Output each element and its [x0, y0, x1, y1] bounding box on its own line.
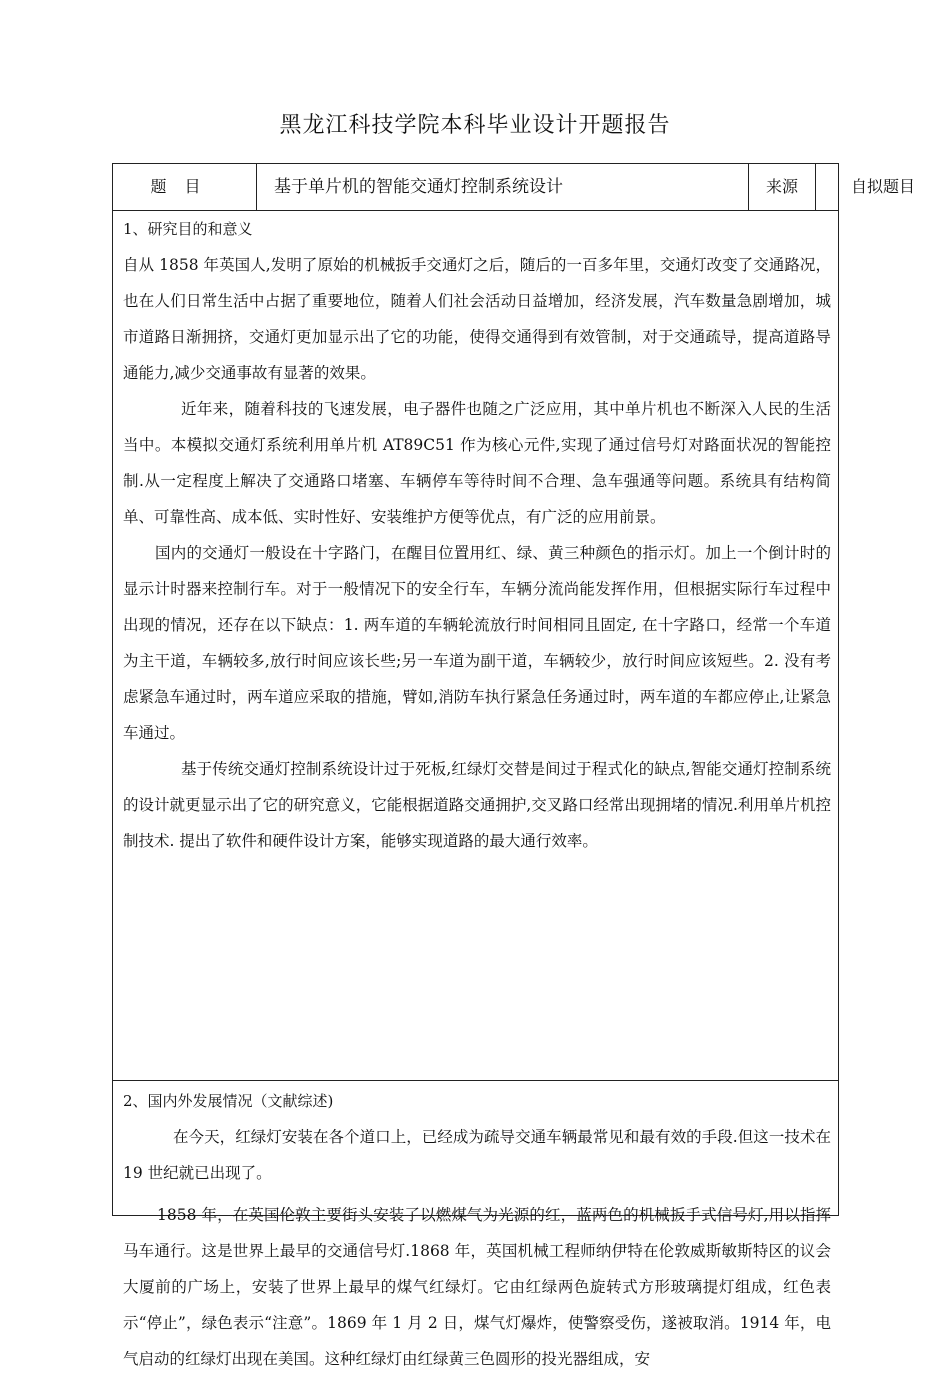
- topic-value: 基于单片机的智能交通灯控制系统设计: [257, 164, 749, 210]
- section1-paragraph: 国内的交通灯一般设在十字路门，在醒目位置用红、绿、黄三种颜色的指示灯。加上一个倒计时的显示计时器来控制行车。对于一般情况下的安全行车，车辆分流尚能发挥作用，但根据实际行车过程中出现的情况，还存在以下缺点：1. 两车道的车辆轮流放行时间相同且固定, 在十字路口，经常一个车道为主干道，车辆较多,放行时间应该长些;另一车道为副干道，车辆较少，放行时间应该短些。2. 没有考虑紧急车通过时，两车道应采取的措施，臂如,消防车执行紧急任务通过时，两车道的车都应停止,让紧急车通过。: [123, 544, 831, 742]
- report-table: [112, 163, 915, 1368]
- section1-paragraph: 基于传统交通灯控制系统设计过于死板,红绿灯交替是间过于程式化的缺点,智能交通灯控制系统的设计就更显示出了它的研究意义，它能根据道路交通拥护,交叉路口经常出现拥堵的情况.利用单片机控制技术. 提出了软件和硬件设计方案，能够实现道路的最大通行效率。: [123, 760, 831, 850]
- section-purpose: [113, 210, 838, 1081]
- section1-paragraph: 自从 1858 年英国人,发明了原始的机械扳手交通灯之后，随后的一百多年里，交通灯改变了交通路况，也在人们日常生活中占据了重要地位，随着人们社会活动日益增加，经济发展，汽车数量急剧增加，城市道路日渐拥挤，交通灯更加显示出了它的功能，使得交通得到有效管制，对于交通疏导，提高道路导通能力,减少交通事故有显著的效果。: [123, 256, 831, 382]
- source-label: 来源: [749, 164, 816, 210]
- section2-heading: 2、国内外发展情况（文献综述): [123, 1092, 334, 1110]
- section1-heading: 1、研究目的和意义: [123, 220, 253, 238]
- header-row: [113, 164, 915, 211]
- section1-paragraph: 近年来，随着科技的飞速发展，电子器件也随之广泛应用，其中单片机也不断深入人民的生活当中。本模拟交通灯系统利用单片机 AT89C51 作为核心元件,实现了通过信号灯对路面状况的智能控制.从一定程度上解决了交通路口堵塞、车辆停车等待时间不合理、急车强通等问题。系统具有结构简单、可靠性高、成本低、实时性好、安装维护方便等优点，有广泛的应用前景。: [123, 400, 831, 526]
- document-title: 黑龙江科技学院本科毕业设计开题报告: [279, 113, 671, 138]
- topic-label: 题目: [113, 164, 257, 210]
- section2-paragraph: 1858 年，在英国伦敦主要街头安装了以燃煤气为光源的红，蓝两色的机械扳手式信号灯,用以指挥马车通行。这是世界上最早的交通信号灯.1868 年，英国机械工程师纳伊特在伦敦威斯敏斯特区的议会大厦前的广场上，安装了世界上最早的煤气红绿灯。它由红绿两色旋转式方形玻璃提灯组成，红色表示“停止”，绿色表示“注意”。1869 年 1 月 2 日，煤气灯爆炸，使警察受伤，遂被取消。1914 年，电气启动的红绿灯出现在美国。这种红绿灯由红绿黄三色圆形的投光器组成，安: [123, 1206, 831, 1368]
- section2-paragraph: 在今天，红绿灯安装在各个道口上，已经成为疏导交通车辆最常见和最有效的手段.但这一技术在 19 世纪就已出现了。: [123, 1128, 831, 1182]
- source-value: 自拟题目: [850, 177, 915, 196]
